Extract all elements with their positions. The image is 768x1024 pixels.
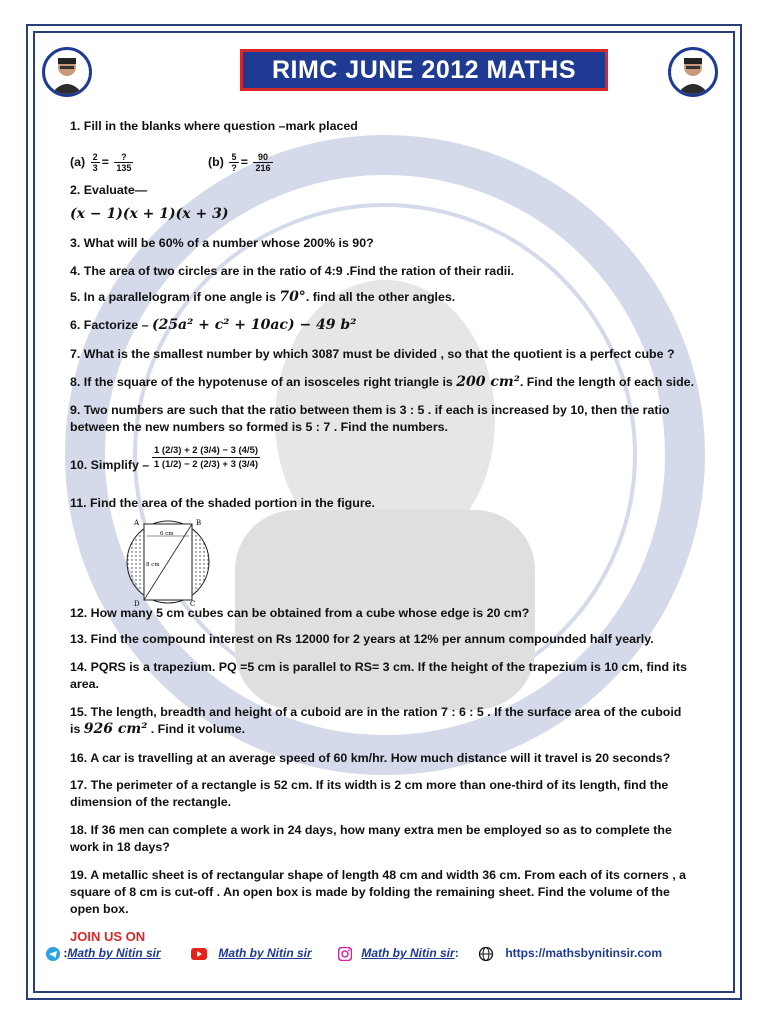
figure-width-label: 6 cm xyxy=(160,531,174,537)
figure-label-b: B xyxy=(196,519,202,527)
question-14-line-2: area. xyxy=(70,677,99,691)
globe-icon xyxy=(478,946,494,962)
instagram-link[interactable]: Math by Nitin sir xyxy=(361,946,455,960)
q1b-lhs-fraction: $\frac{5}{?}$ xyxy=(231,152,237,173)
avatar-portrait-icon xyxy=(671,50,715,94)
question-6: 6. Factorize – (25a² + c² + 10ac) − 49 b² xyxy=(70,317,357,333)
question-9-line-2: between the new numbers so formed is 5 : 7 . Find the numbers. xyxy=(70,420,448,434)
figure-label-d: D xyxy=(134,600,140,606)
instagram-icon xyxy=(338,947,352,961)
avatar-portrait-icon xyxy=(45,50,89,94)
telegram-icon xyxy=(46,947,60,961)
youtube-link[interactable]: Math by Nitin sir xyxy=(218,946,312,960)
q10-fraction: $\frac{1 (2/3) + 2 (3/4) - 3 (4/5)}{1 (1/2) - 2 (2/3) + 3 (3/4)}$ xyxy=(154,445,259,470)
question-2-expression: (x − 1)(x + 1)(x + 3) xyxy=(70,206,229,222)
question-11-figure xyxy=(114,514,218,606)
question-1-parts: (a) $\frac{2}{3}$ = $\frac{?}{135}$ (b) $\frac{5}{?}$ = $\frac{90}{216}$ xyxy=(70,152,271,173)
question-18-line-1: 18. If 36 men can complete a work in 24 days, how many extra men be employed so as to complete the xyxy=(70,823,672,837)
question-16: 16. A car is travelling at an average speed of 60 km/hr. How much distance will it travel is 20 seconds? xyxy=(70,751,671,765)
question-19-line-1: 19. A metallic sheet is of rectangular shape of length 48 cm and width 36 cm. From each of its corners , a xyxy=(70,868,687,882)
question-17-line-2: dimension of the rectangle. xyxy=(70,795,232,809)
author-avatar-right xyxy=(668,47,718,97)
figure-label-c: C xyxy=(190,600,196,606)
question-13: 13. Find the compound interest on Rs 12000 for 2 years at 12% per annum compounded half yearly. xyxy=(70,632,654,646)
question-15-line-1: 15. The length, breadth and height of a cuboid are in the ration 7 : 6 : 5 . If the surface area of the cuboid xyxy=(70,705,682,719)
q1a-lhs-fraction: $\frac{2}{3}$ xyxy=(92,152,98,173)
footer-join-label: JOIN US ON xyxy=(70,929,146,944)
q1b-rhs-fraction: $\frac{90}{216}$ xyxy=(255,152,271,173)
youtube-icon xyxy=(191,948,207,960)
question-8: 8. If the square of the hypotenuse of an isosceles right triangle is 200 cm². Find the length of each side. xyxy=(70,374,695,390)
question-10: 10. Simplify – $\frac{1 (2/3) + 2 (3/4) - 3 (4/5)}{1 (1/2) - 2 (2/3) + 3 (3/4)}$ xyxy=(70,445,259,472)
question-4: 4. The area of two circles are in the ratio of 4:9 .Find the ration of their radii. xyxy=(70,264,515,278)
question-7: 7. What is the smallest number by which 3087 must be divided , so that the quotient is a perfect cube ? xyxy=(70,347,675,361)
author-avatar-left xyxy=(42,47,92,97)
q1a-label: (a) xyxy=(70,154,86,169)
question-11: 11. Find the area of the shaded portion in the figure. xyxy=(70,496,375,510)
question-19-line-3: open box. xyxy=(70,902,129,916)
question-12: 12. How many 5 cm cubes can be obtained from a cube whose edge is 20 cm? xyxy=(70,606,530,620)
website-link[interactable]: https://mathsbynitinsir.com xyxy=(505,946,663,961)
question-14-line-1: 14. PQRS is a trapezium. PQ =5 cm is parallel to RS= 3 cm. If the height of the trapezium is 10 cm, find its xyxy=(70,660,687,674)
telegram-link[interactable]: Math by Nitin sir xyxy=(67,946,161,960)
q1b-label: (b) xyxy=(208,154,224,169)
question-1: 1. Fill in the blanks where question –mark placed xyxy=(70,119,358,133)
question-2: 2. Evaluate— xyxy=(70,183,148,197)
q1a-rhs-fraction: $\frac{?}{135}$ xyxy=(116,152,132,173)
question-15-line-2: is 926 cm² . Find it volume. xyxy=(70,721,246,737)
question-18-line-2: work in 18 days? xyxy=(70,840,170,854)
footer-social-links: :Math by Nitin sir Math by Nitin sir Math by Nitin sir: https://mathsbynitinsir.com xyxy=(46,946,726,964)
question-3: 3. What will be 60% of a number whose 200% is 90? xyxy=(70,236,374,250)
question-19-line-2: square of 8 cm is cut-off . An open box is made by folding the remaining sheet. Find the volume of the xyxy=(70,885,670,899)
question-5: 5. In a parallelogram if one angle is 70°. find all the other angles. xyxy=(70,289,456,305)
question-17-line-1: 17. The perimeter of a rectangle is 52 cm. If its width is 2 cm more than one-third of its length, find the xyxy=(70,778,669,792)
figure-height-label: 8 cm xyxy=(146,562,160,568)
figure-label-a: A xyxy=(134,519,140,527)
page-title: RIMC JUNE 2012 MATHS xyxy=(240,49,608,91)
question-9-line-1: 9. Two numbers are such that the ratio between them is 3 : 5 . if each is increased by 10, then the ratio xyxy=(70,403,670,417)
